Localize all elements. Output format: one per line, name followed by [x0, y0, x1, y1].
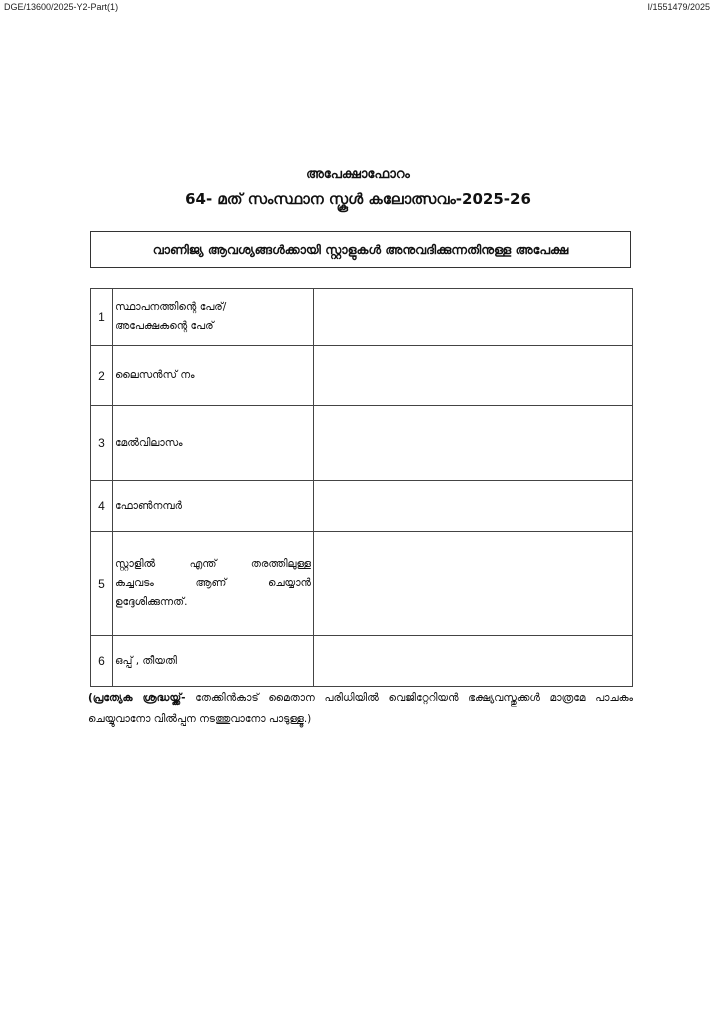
value-cell[interactable] — [314, 636, 633, 687]
table-row — [91, 346, 633, 406]
note-prefix: (പ്രത്യേക ശ്രദ്ധയ്ക്ക്- — [88, 692, 186, 704]
label-line: അപേക്ഷകന്റെ പേര് — [115, 320, 214, 332]
table-row — [91, 481, 633, 532]
row-number: 3 — [91, 406, 113, 481]
field-label: ലൈസൻസ് നം — [113, 346, 314, 406]
label-line: സ്ഥാപനത്തിന്റെ പേര്/ — [115, 301, 227, 313]
field-label: ഒപ്പ് , തീയതി — [113, 636, 314, 687]
row-number: 6 — [91, 636, 113, 687]
value-cell[interactable] — [314, 346, 633, 406]
row-number: 4 — [91, 481, 113, 532]
value-cell[interactable] — [314, 532, 633, 636]
row-number: 1 — [91, 289, 113, 346]
table-row — [91, 289, 633, 346]
label-line: ഉദ്ദേശിക്കുന്നത്. — [115, 596, 188, 608]
field-label — [113, 532, 314, 636]
field-label: ഫോൺനമ്പർ — [113, 481, 314, 532]
document-reference-left: DGE/13600/2025-Y2-Part(1) — [4, 2, 119, 12]
value-cell[interactable] — [314, 406, 633, 481]
table-row — [91, 532, 633, 636]
note-text: തേക്കിൻകാട് മൈതാന പരിധിയിൽ വെജിറ്റേറിയൻ ഭക്ഷ്യവസ്തുക്കൾ മാത്രമേ പാചകം ചെയ്യുവാനോ വിൽപ്പന നടത്തുവാനോ പാടുള്ളൂ.) — [88, 692, 633, 725]
value-cell[interactable] — [314, 289, 633, 346]
document-reference-right: I/1551479/2025 — [647, 2, 710, 12]
label-line: സ്റ്റാളിൽ എന്ത് തരത്തിലുള്ള — [115, 558, 311, 570]
application-heading-box — [90, 231, 631, 268]
table-row — [91, 406, 633, 481]
event-title: 64- മത് സംസ്ഥാന സ്കൂൾ കലോത്സവം-2025-26 — [185, 190, 531, 208]
label-line: കച്ചവടം ആണ് ചെയ്യാൻ — [115, 577, 311, 589]
application-form-table — [90, 288, 633, 687]
special-note — [88, 688, 633, 730]
table-row — [91, 636, 633, 687]
application-heading: വാണിജ്യ ആവശ്യങ്ങൾക്കായി സ്റ്റാളുകൾ അനുവദിക്കുന്നതിനുള്ള അപേക്ഷ — [152, 241, 569, 257]
value-cell[interactable] — [314, 481, 633, 532]
field-label: മേൽവിലാസം — [113, 406, 314, 481]
row-number: 2 — [91, 346, 113, 406]
form-title: അപേക്ഷാഫോറം — [306, 167, 410, 182]
field-label — [113, 289, 314, 346]
row-number: 5 — [91, 532, 113, 636]
